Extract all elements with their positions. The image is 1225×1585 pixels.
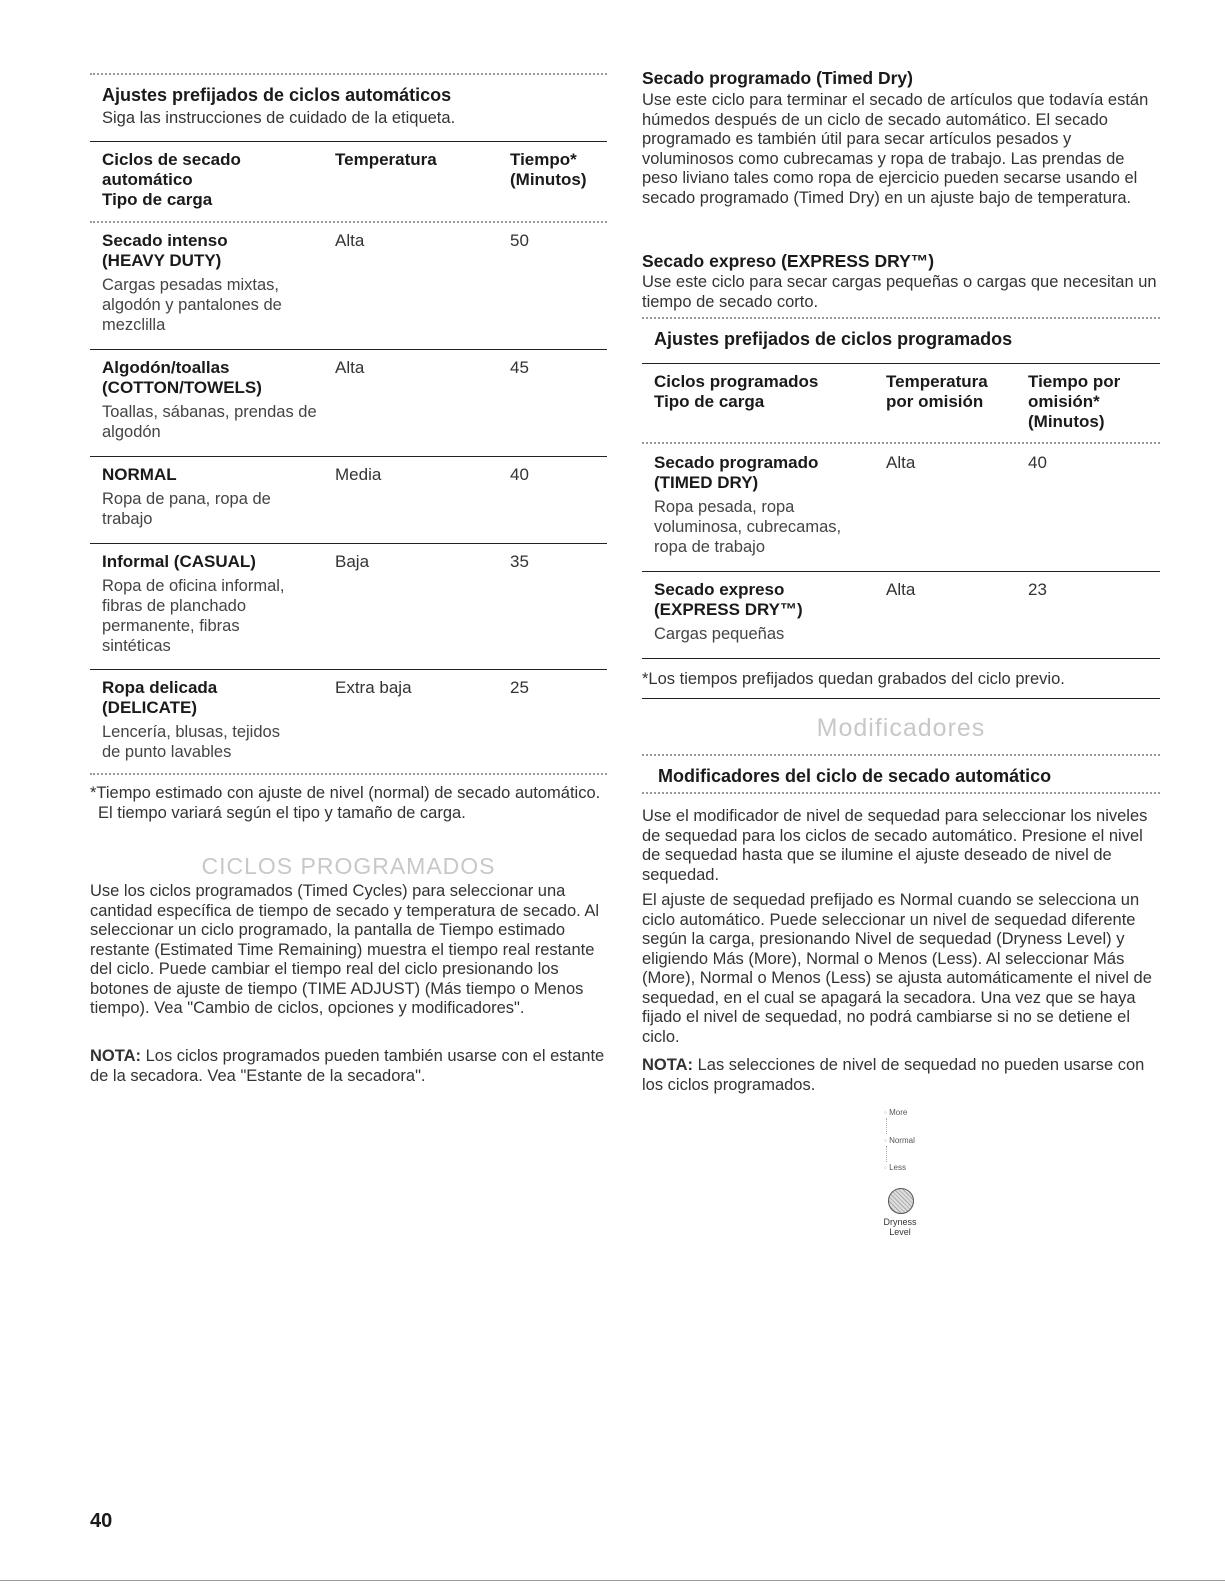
dryness-option-normal: ◦ Normal xyxy=(884,1136,915,1145)
modifiers-paragraph-1: Use el modificador de nivel de sequedad para seleccionar los niveles de sequedad para los ciclos de secado automático. Presione el nivel de sequedad hasta que se ilumine el ajuste deseado de nivel de sequedad. xyxy=(642,807,1148,884)
cycle-name: Secado programado xyxy=(654,453,819,472)
cycle-name-en: (TIMED DRY) xyxy=(654,473,759,492)
modifiers-section-title: Modificadores xyxy=(816,714,986,742)
divider xyxy=(90,773,607,775)
load-type: Lencería, blusas, tejidos de punto lavables xyxy=(102,723,280,761)
header-temperature: Temperatura xyxy=(335,150,437,169)
dryness-option-more: ◦ More xyxy=(884,1108,908,1117)
divider xyxy=(886,1118,888,1134)
timed-cycles-note: NOTA: Los ciclos programados pueden también usarse con el estante de la secadora. Vea "Estante de la secadora". xyxy=(90,1047,605,1085)
divider xyxy=(90,141,607,142)
cycle-name: Secado intenso xyxy=(102,231,228,250)
divider xyxy=(90,543,607,544)
express-dry-text: Use este ciclo para secar cargas pequeñas o cargas que necesitan un tiempo de secado corto. xyxy=(642,273,1157,311)
time-value: 50 xyxy=(510,231,529,250)
timed-cycles-paragraph: Use los ciclos programados (Timed Cycles) para seleccionar una cantidad específica de tiempo de secado y temperatura de secado. Al seleccionar un ciclo programado, la pantalla de Tiempo estimado restante (Estimated Time Remaining) muestra el tiempo real restante del ciclo. Puede cambiar el tiempo real del ciclo presionando los botones de ajuste de tiempo (TIME ADJUST) (Más tiempo o Menos tiempo). Vea "Cambio de ciclos, opciones y modificadores". xyxy=(90,882,600,1017)
divider xyxy=(90,456,607,457)
divider xyxy=(642,792,1160,794)
dryness-level-button[interactable] xyxy=(888,1188,914,1214)
temperature-value: Alta xyxy=(335,358,365,377)
timed-table-column-headers xyxy=(642,372,1160,436)
divider xyxy=(90,669,607,670)
divider xyxy=(90,221,607,223)
modifiers-subtitle: Modificadores del ciclo de secado automático xyxy=(658,766,1052,786)
header-cycles: Ciclos de secado automático Tipo de carga xyxy=(102,150,241,209)
header-time: Tiempo* (Minutos) xyxy=(510,150,587,189)
divider xyxy=(642,754,1160,756)
timed-dry-text: Use este ciclo para terminar el secado de artículos que todavía están húmedos después de un ciclo de secado automático. El secado programado es también útil para secar artículos pesados y voluminosos como cubrecamas y ropa de trabajo. Las prendas de peso liviano tales como ropa de ejercicio pueden secarse usando el secado programado (Timed Dry) en un ajuste bajo de temperatura. xyxy=(642,91,1149,207)
divider xyxy=(642,658,1160,659)
divider xyxy=(642,442,1160,444)
time-value: 35 xyxy=(510,552,529,571)
divider xyxy=(90,73,607,75)
header-cycles: Ciclos programados Tipo de carga xyxy=(654,372,819,411)
temperature-value: Baja xyxy=(335,552,370,571)
cycle-name-en: (DELICATE) xyxy=(102,698,198,717)
header-temperature: Temperatura por omisión xyxy=(886,372,988,411)
modifiers-note: NOTA: Las selecciones de nivel de sequedad no pueden usarse con los ciclos programados. xyxy=(642,1056,1145,1094)
cycle-name-en: (HEAVY DUTY) xyxy=(102,251,222,270)
load-type: Ropa pesada, ropa voluminosa, cubrecamas, ropa de trabajo xyxy=(654,498,842,556)
timed-table-title: Ajustes prefijados de ciclos programados xyxy=(654,329,1013,349)
cycle-name-en: (COTTON/TOWELS) xyxy=(102,378,262,397)
time-value: 25 xyxy=(510,678,529,697)
cycle-name: Secado expreso xyxy=(654,580,785,599)
cycle-name-en: (EXPRESS DRY™) xyxy=(654,600,803,619)
cycle-name: Informal (CASUAL) xyxy=(102,552,256,571)
express-dry-title: Secado expreso (EXPRESS DRY™) xyxy=(642,251,935,271)
divider xyxy=(642,317,1160,319)
divider xyxy=(642,698,1160,699)
auto-table-column-headers xyxy=(90,150,607,214)
cycle-name: NORMAL xyxy=(102,465,177,484)
time-value: 40 xyxy=(510,465,529,484)
timed-table-footnote: *Los tiempos prefijados quedan grabados del ciclo previo. xyxy=(642,670,1065,688)
temperature-value: Alta xyxy=(886,580,916,599)
page-number: 40 xyxy=(90,1510,113,1532)
auto-table-header xyxy=(102,84,602,128)
auto-table-subtitle: Siga las instrucciones de cuidado de la etiqueta. xyxy=(102,109,456,127)
temperature-value: Alta xyxy=(886,453,916,472)
dryness-level-control xyxy=(872,1108,952,1258)
temperature-value: Media xyxy=(335,465,382,484)
time-value: 45 xyxy=(510,358,529,377)
temperature-value: Extra baja xyxy=(335,678,412,697)
dryness-option-less: ◦ Less xyxy=(884,1163,906,1172)
load-type: Ropa de oficina informal, fibras de planchado permanente, fibras sintéticas xyxy=(102,577,285,655)
header-time: Tiempo por omisión* (Minutos) xyxy=(1028,372,1121,431)
divider xyxy=(642,571,1160,572)
load-type: Cargas pequeñas xyxy=(654,625,785,643)
divider xyxy=(886,1146,888,1162)
cycle-name: Algodón/toallas xyxy=(102,358,230,377)
modifiers-paragraph-2: El ajuste de sequedad prefijado es Normal cuando se selecciona un ciclo automático. Puede seleccionar un nivel de sequedad diferente según la carga, presionando Nivel de sequedad (Dryness Level) y eligiendo Más (More), Normal o Menos (Less). Al seleccionar Más (More), Normal o Menos (Less) se ajusta automáticamente el nivel de sequedad, en el cual se apagará la secadora. Una vez que se haya fijado el nivel de sequedad, no podrá cambiarse si no se detiene el ciclo. xyxy=(642,891,1152,1046)
load-type: Ropa de pana, ropa de trabajo xyxy=(102,490,271,528)
divider xyxy=(0,1580,1225,1581)
timed-dry-title: Secado programado (Timed Dry) xyxy=(642,68,913,88)
divider xyxy=(642,363,1160,364)
load-type: Cargas pesadas mixtas, algodón y pantalones de mezclilla xyxy=(102,276,282,334)
divider xyxy=(90,349,607,350)
cycle-name: Ropa delicada xyxy=(102,678,218,697)
temperature-value: Alta xyxy=(335,231,365,250)
timed-cycles-title: CICLOS PROGRAMADOS xyxy=(201,853,496,879)
auto-table-title: Ajustes prefijados de ciclos automáticos xyxy=(102,85,452,105)
time-value: 40 xyxy=(1028,453,1047,472)
auto-table-footnote: *Tiempo estimado con ajuste de nivel (normal) de secado automático. El tiempo variará según el tipo y tamaño de carga. xyxy=(90,784,601,822)
load-type: Toallas, sábanas, prendas de algodón xyxy=(102,403,317,441)
dryness-level-label: Dryness Level xyxy=(883,1217,917,1237)
time-value: 23 xyxy=(1028,580,1047,599)
